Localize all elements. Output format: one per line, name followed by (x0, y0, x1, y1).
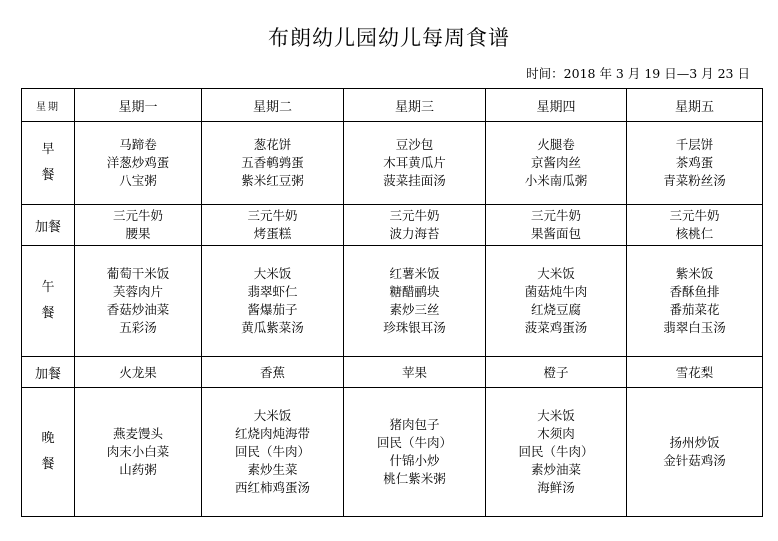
vertical-label (41, 137, 54, 189)
dish: 菠菜鸡蛋汤 (524, 320, 588, 335)
dish: 香菇炒油菜 (106, 302, 170, 317)
dish: 金针菇鸡汤 (663, 453, 726, 468)
dish: 五香鹌鹑蛋 (241, 155, 304, 170)
label-char: 午 (41, 280, 55, 295)
dish: 核桃仁 (675, 226, 714, 241)
weekly-menu-table (21, 88, 763, 517)
dish: 海鲜汤 (537, 480, 575, 495)
menu-cell (202, 122, 344, 205)
dish: 豆沙包 (395, 137, 434, 152)
dish: 紫米饭 (675, 266, 714, 281)
dish: 木须肉 (537, 426, 575, 441)
dish: 大米饭 (253, 408, 292, 423)
dish: 木耳黄瓜片 (383, 155, 446, 170)
dish: 紫米红豆粥 (241, 173, 304, 188)
day-header: 星期三 (344, 89, 486, 122)
menu-cell: 苹果 (344, 357, 486, 388)
dish: 五彩汤 (119, 320, 157, 335)
menu-cell (344, 122, 486, 205)
dish: 回民（牛肉） (518, 444, 594, 459)
dish: 翡翠白玉汤 (663, 320, 726, 335)
dish: 肉末小白菜 (106, 444, 170, 459)
menu-cell (627, 246, 763, 357)
dish: 什锦小炒 (389, 453, 440, 468)
dish: 菠菜挂面汤 (383, 173, 446, 188)
dish: 果酱面包 (530, 226, 581, 241)
meal-label-dinner (22, 388, 75, 517)
dish: 糖醋鹂块 (389, 284, 440, 299)
dish: 桃仁紫米粥 (383, 471, 446, 486)
menu-cell: 橙子 (486, 357, 627, 388)
dish: 马蹄卷 (119, 137, 157, 152)
dish: 红薯米饭 (389, 266, 440, 281)
dish: 大米饭 (253, 266, 292, 281)
menu-cell (202, 388, 344, 517)
menu-cell (486, 246, 627, 357)
dish: 酱爆茄子 (247, 302, 298, 317)
fruit-snack-row (22, 357, 763, 388)
menu-cell (344, 205, 486, 246)
dish: 红烧肉炖海带 (234, 426, 310, 441)
label-char: 餐 (41, 306, 55, 321)
meal-label-breakfast (22, 122, 75, 205)
dish: 珍珠银耳汤 (383, 320, 446, 335)
dish: 葡萄干米饭 (106, 266, 170, 281)
dish: 燕麦馒头 (112, 426, 163, 441)
dish: 回民（牛肉） (234, 444, 310, 459)
dish: 火腿卷 (537, 137, 575, 152)
date-range: 时间：2018 年 3 月 19 日—3 月 23 日 (526, 66, 750, 81)
dish: 番茄菜花 (669, 302, 720, 317)
meal-label-snack: 加餐 (22, 205, 75, 246)
dish: 小米南瓜粥 (524, 173, 588, 188)
corner-header: 星期 (22, 89, 75, 122)
snack-row (22, 205, 763, 246)
dish: 扬州炒饭 (669, 435, 720, 450)
day-header: 星期四 (486, 89, 627, 122)
menu-cell (202, 205, 344, 246)
dish: 京酱肉丝 (530, 155, 581, 170)
dish: 三元牛奶 (530, 208, 581, 223)
dish: 三元牛奶 (669, 208, 720, 223)
vertical-label (41, 426, 54, 478)
dish: 茶鸡蛋 (675, 155, 714, 170)
dish: 三元牛奶 (112, 208, 163, 223)
breakfast-row (22, 122, 763, 205)
dish: 烤蛋糕 (253, 226, 292, 241)
menu-cell (344, 388, 486, 517)
dish: 素炒生菜 (247, 462, 298, 477)
dish: 素炒三丝 (389, 302, 440, 317)
dish: 大米饭 (537, 408, 575, 423)
lunch-row (22, 246, 763, 357)
dish: 波力海苔 (389, 226, 440, 241)
menu-cell: 雪花梨 (627, 357, 763, 388)
dish: 葱花饼 (253, 137, 292, 152)
menu-cell (344, 246, 486, 357)
menu-cell (627, 388, 763, 517)
dish: 素炒油菜 (530, 462, 581, 477)
dish: 洋葱炒鸡蛋 (106, 155, 170, 170)
dish: 青菜粉丝汤 (663, 173, 726, 188)
dish: 菌菇炖牛肉 (524, 284, 588, 299)
dish: 猪肉包子 (389, 417, 440, 432)
dish: 红烧豆腐 (530, 302, 581, 317)
dish: 黄瓜紫菜汤 (241, 320, 304, 335)
dish: 山药粥 (119, 462, 157, 477)
meal-label-snack: 加餐 (22, 357, 75, 388)
menu-cell (75, 388, 202, 517)
day-header: 星期五 (627, 89, 763, 122)
dish: 翡翠虾仁 (247, 284, 298, 299)
label-char: 餐 (41, 457, 55, 472)
label-char: 餐 (41, 168, 55, 183)
dish: 三元牛奶 (389, 208, 440, 223)
menu-cell (627, 122, 763, 205)
dish: 西红柿鸡蛋汤 (234, 480, 310, 495)
menu-cell (486, 205, 627, 246)
menu-cell (627, 205, 763, 246)
menu-cell (75, 246, 202, 357)
dish: 八宝粥 (119, 173, 157, 188)
menu-cell (486, 388, 627, 517)
dish: 芙蓉肉片 (112, 284, 163, 299)
day-header: 星期一 (75, 89, 202, 122)
dish: 三元牛奶 (247, 208, 298, 223)
dish: 腰果 (125, 226, 151, 241)
dish: 大米饭 (537, 266, 575, 281)
dish: 千层饼 (675, 137, 714, 152)
dish: 回民（牛肉） (376, 435, 452, 450)
menu-cell (75, 122, 202, 205)
menu-cell (486, 122, 627, 205)
dish: 香酥鱼排 (669, 284, 720, 299)
meal-label-lunch (22, 246, 75, 357)
dinner-row (22, 388, 763, 517)
header-row (22, 89, 763, 122)
menu-cell: 香蕉 (202, 357, 344, 388)
page-title: 布朗幼儿园幼儿每周食谱 (268, 26, 510, 50)
day-header: 星期二 (202, 89, 344, 122)
menu-cell (202, 246, 344, 357)
menu-cell: 火龙果 (75, 357, 202, 388)
menu-cell (75, 205, 202, 246)
vertical-label (41, 275, 54, 327)
label-char: 早 (41, 142, 55, 157)
label-char: 晚 (41, 431, 55, 446)
